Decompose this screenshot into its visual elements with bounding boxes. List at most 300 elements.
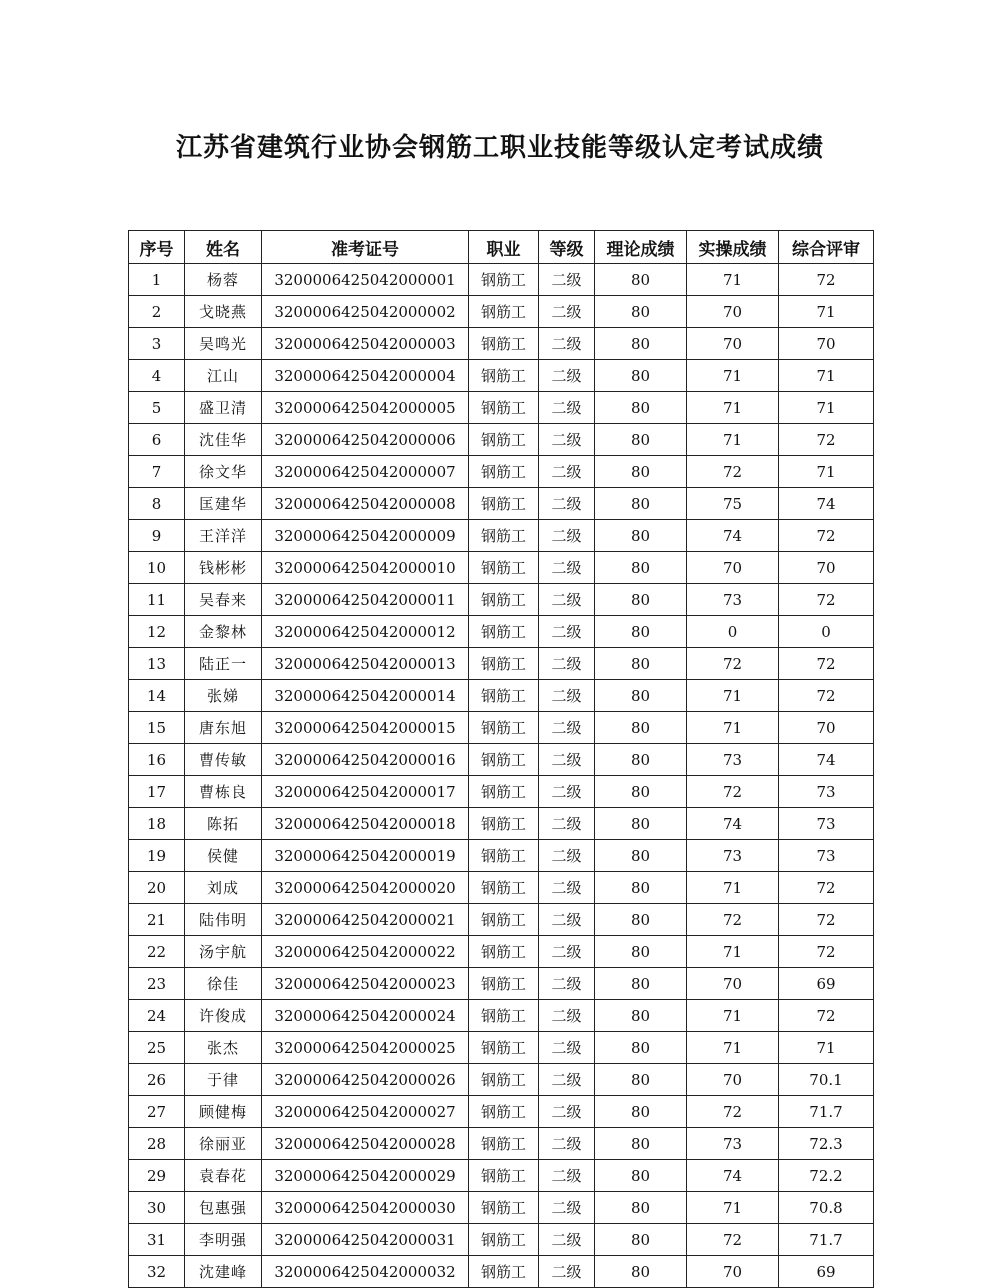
cell-practical-score: 71 [687, 680, 779, 712]
header-overall-score: 综合评审 [779, 231, 874, 264]
cell-occupation: 钢筋工 [469, 392, 539, 424]
table-row [129, 1192, 874, 1224]
cell-overall-score: 71.7 [779, 1224, 874, 1256]
cell-overall-score: 70 [779, 328, 874, 360]
cell-practical-score: 71 [687, 392, 779, 424]
cell-overall-score: 72 [779, 1000, 874, 1032]
cell-level: 二级 [539, 616, 595, 648]
page-title: 江苏省建筑行业协会钢筋工职业技能等级认定考试成绩 [175, 133, 824, 163]
cell-level: 二级 [539, 1192, 595, 1224]
cell-exam-id: 3200006425042000004 [262, 360, 469, 392]
cell-theory-score: 80 [595, 1064, 687, 1096]
table-body [129, 264, 874, 1288]
cell-exam-id: 3200006425042000019 [262, 840, 469, 872]
cell-seq: 15 [129, 712, 185, 744]
cell-practical-score: 74 [687, 808, 779, 840]
cell-level: 二级 [539, 712, 595, 744]
cell-seq: 17 [129, 776, 185, 808]
cell-overall-score: 74 [779, 488, 874, 520]
table-row [129, 456, 874, 488]
cell-theory-score: 80 [595, 840, 687, 872]
cell-name: 顾健梅 [185, 1096, 262, 1128]
cell-overall-score: 72 [779, 520, 874, 552]
cell-seq: 26 [129, 1064, 185, 1096]
cell-exam-id: 3200006425042000010 [262, 552, 469, 584]
cell-practical-score: 71 [687, 936, 779, 968]
cell-occupation: 钢筋工 [469, 264, 539, 296]
cell-level: 二级 [539, 1000, 595, 1032]
cell-exam-id: 3200006425042000005 [262, 392, 469, 424]
cell-seq: 19 [129, 840, 185, 872]
cell-exam-id: 3200006425042000021 [262, 904, 469, 936]
cell-occupation: 钢筋工 [469, 1160, 539, 1192]
table-row [129, 264, 874, 296]
cell-theory-score: 80 [595, 1128, 687, 1160]
cell-occupation: 钢筋工 [469, 1224, 539, 1256]
cell-practical-score: 71 [687, 360, 779, 392]
cell-seq: 14 [129, 680, 185, 712]
cell-overall-score: 71 [779, 296, 874, 328]
cell-overall-score: 71 [779, 1032, 874, 1064]
cell-exam-id: 3200006425042000007 [262, 456, 469, 488]
cell-level: 二级 [539, 744, 595, 776]
header-theory-score: 理论成绩 [595, 231, 687, 264]
cell-name: 吴鸣光 [185, 328, 262, 360]
table-row [129, 1032, 874, 1064]
table-row [129, 520, 874, 552]
cell-name: 于律 [185, 1064, 262, 1096]
cell-occupation: 钢筋工 [469, 808, 539, 840]
cell-theory-score: 80 [595, 1096, 687, 1128]
cell-occupation: 钢筋工 [469, 328, 539, 360]
cell-seq: 31 [129, 1224, 185, 1256]
cell-theory-score: 80 [595, 1000, 687, 1032]
table-row [129, 904, 874, 936]
table-row [129, 712, 874, 744]
cell-theory-score: 80 [595, 872, 687, 904]
cell-level: 二级 [539, 1032, 595, 1064]
cell-level: 二级 [539, 392, 595, 424]
cell-level: 二级 [539, 872, 595, 904]
cell-seq: 1 [129, 264, 185, 296]
cell-theory-score: 80 [595, 904, 687, 936]
cell-theory-score: 80 [595, 1224, 687, 1256]
cell-name: 刘成 [185, 872, 262, 904]
cell-seq: 16 [129, 744, 185, 776]
cell-level: 二级 [539, 328, 595, 360]
cell-theory-score: 80 [595, 744, 687, 776]
cell-exam-id: 3200006425042000002 [262, 296, 469, 328]
cell-overall-score: 70.8 [779, 1192, 874, 1224]
table-row [129, 1128, 874, 1160]
cell-name: 江山 [185, 360, 262, 392]
cell-theory-score: 80 [595, 936, 687, 968]
cell-occupation: 钢筋工 [469, 1192, 539, 1224]
cell-level: 二级 [539, 360, 595, 392]
cell-exam-id: 3200006425042000009 [262, 520, 469, 552]
cell-exam-id: 3200006425042000023 [262, 968, 469, 1000]
table-row [129, 776, 874, 808]
score-table [128, 230, 874, 1288]
table-row [129, 1096, 874, 1128]
cell-name: 袁春花 [185, 1160, 262, 1192]
cell-exam-id: 3200006425042000006 [262, 424, 469, 456]
cell-exam-id: 3200006425042000016 [262, 744, 469, 776]
cell-exam-id: 3200006425042000003 [262, 328, 469, 360]
cell-practical-score: 70 [687, 968, 779, 1000]
cell-exam-id: 3200006425042000017 [262, 776, 469, 808]
cell-practical-score: 73 [687, 1128, 779, 1160]
cell-level: 二级 [539, 968, 595, 1000]
header-level: 等级 [539, 231, 595, 264]
cell-occupation: 钢筋工 [469, 488, 539, 520]
cell-occupation: 钢筋工 [469, 648, 539, 680]
cell-name: 汤宇航 [185, 936, 262, 968]
cell-overall-score: 72.2 [779, 1160, 874, 1192]
cell-occupation: 钢筋工 [469, 1096, 539, 1128]
cell-theory-score: 80 [595, 264, 687, 296]
cell-exam-id: 3200006425042000011 [262, 584, 469, 616]
cell-level: 二级 [539, 488, 595, 520]
cell-exam-id: 3200006425042000001 [262, 264, 469, 296]
table-row [129, 680, 874, 712]
cell-overall-score: 71 [779, 456, 874, 488]
cell-occupation: 钢筋工 [469, 1128, 539, 1160]
cell-exam-id: 3200006425042000027 [262, 1096, 469, 1128]
cell-overall-score: 69 [779, 1256, 874, 1288]
cell-name: 盛卫清 [185, 392, 262, 424]
cell-practical-score: 72 [687, 1224, 779, 1256]
table-row [129, 808, 874, 840]
cell-theory-score: 80 [595, 584, 687, 616]
cell-exam-id: 3200006425042000024 [262, 1000, 469, 1032]
cell-theory-score: 80 [595, 488, 687, 520]
cell-theory-score: 80 [595, 1192, 687, 1224]
cell-level: 二级 [539, 520, 595, 552]
cell-name: 匡建华 [185, 488, 262, 520]
cell-seq: 20 [129, 872, 185, 904]
cell-seq: 5 [129, 392, 185, 424]
cell-practical-score: 73 [687, 744, 779, 776]
cell-practical-score: 70 [687, 328, 779, 360]
cell-occupation: 钢筋工 [469, 776, 539, 808]
cell-exam-id: 3200006425042000031 [262, 1224, 469, 1256]
cell-practical-score: 71 [687, 872, 779, 904]
cell-name: 沈建峰 [185, 1256, 262, 1288]
table-row [129, 1000, 874, 1032]
cell-occupation: 钢筋工 [469, 360, 539, 392]
cell-theory-score: 80 [595, 520, 687, 552]
cell-seq: 23 [129, 968, 185, 1000]
cell-name: 沈佳华 [185, 424, 262, 456]
cell-exam-id: 3200006425042000028 [262, 1128, 469, 1160]
cell-level: 二级 [539, 264, 595, 296]
header-seq: 序号 [129, 231, 185, 264]
cell-level: 二级 [539, 1256, 595, 1288]
cell-name: 许俊成 [185, 1000, 262, 1032]
cell-name: 王洋洋 [185, 520, 262, 552]
cell-name: 徐佳 [185, 968, 262, 1000]
header-exam-id: 准考证号 [262, 231, 469, 264]
cell-name: 徐文华 [185, 456, 262, 488]
cell-theory-score: 80 [595, 1256, 687, 1288]
cell-level: 二级 [539, 1128, 595, 1160]
cell-practical-score: 70 [687, 1256, 779, 1288]
cell-name: 曹栋良 [185, 776, 262, 808]
cell-overall-score: 70.1 [779, 1064, 874, 1096]
cell-overall-score: 72 [779, 936, 874, 968]
cell-overall-score: 0 [779, 616, 874, 648]
cell-seq: 29 [129, 1160, 185, 1192]
cell-overall-score: 69 [779, 968, 874, 1000]
cell-overall-score: 70 [779, 712, 874, 744]
cell-level: 二级 [539, 424, 595, 456]
cell-practical-score: 75 [687, 488, 779, 520]
cell-name: 侯健 [185, 840, 262, 872]
cell-overall-score: 72 [779, 264, 874, 296]
table-row [129, 360, 874, 392]
cell-level: 二级 [539, 840, 595, 872]
cell-theory-score: 80 [595, 328, 687, 360]
cell-level: 二级 [539, 1096, 595, 1128]
cell-theory-score: 80 [595, 712, 687, 744]
cell-occupation: 钢筋工 [469, 520, 539, 552]
cell-exam-id: 3200006425042000020 [262, 872, 469, 904]
cell-exam-id: 3200006425042000026 [262, 1064, 469, 1096]
table-row [129, 648, 874, 680]
cell-seq: 24 [129, 1000, 185, 1032]
cell-name: 杨蓉 [185, 264, 262, 296]
cell-overall-score: 71.7 [779, 1096, 874, 1128]
table-row [129, 968, 874, 1000]
cell-practical-score: 72 [687, 904, 779, 936]
cell-exam-id: 3200006425042000018 [262, 808, 469, 840]
cell-seq: 28 [129, 1128, 185, 1160]
table-row [129, 840, 874, 872]
cell-practical-score: 72 [687, 456, 779, 488]
cell-seq: 18 [129, 808, 185, 840]
cell-overall-score: 71 [779, 392, 874, 424]
cell-seq: 13 [129, 648, 185, 680]
cell-practical-score: 70 [687, 552, 779, 584]
header-occupation: 职业 [469, 231, 539, 264]
cell-practical-score: 71 [687, 1192, 779, 1224]
cell-occupation: 钢筋工 [469, 1032, 539, 1064]
cell-occupation: 钢筋工 [469, 872, 539, 904]
table-row [129, 584, 874, 616]
table-row [129, 488, 874, 520]
cell-level: 二级 [539, 1160, 595, 1192]
cell-overall-score: 72 [779, 904, 874, 936]
table-row [129, 616, 874, 648]
cell-overall-score: 73 [779, 808, 874, 840]
header-name: 姓名 [185, 231, 262, 264]
cell-seq: 32 [129, 1256, 185, 1288]
table-row [129, 1064, 874, 1096]
cell-occupation: 钢筋工 [469, 552, 539, 584]
table-row [129, 392, 874, 424]
cell-seq: 12 [129, 616, 185, 648]
table-row [129, 744, 874, 776]
cell-occupation: 钢筋工 [469, 744, 539, 776]
cell-theory-score: 80 [595, 680, 687, 712]
cell-name: 陈拓 [185, 808, 262, 840]
cell-name: 唐东旭 [185, 712, 262, 744]
cell-level: 二级 [539, 584, 595, 616]
cell-theory-score: 80 [595, 424, 687, 456]
cell-occupation: 钢筋工 [469, 680, 539, 712]
header-practical-score: 实操成绩 [687, 231, 779, 264]
cell-overall-score: 72 [779, 872, 874, 904]
cell-occupation: 钢筋工 [469, 904, 539, 936]
cell-practical-score: 71 [687, 1000, 779, 1032]
cell-name: 金黎林 [185, 616, 262, 648]
cell-seq: 9 [129, 520, 185, 552]
cell-overall-score: 73 [779, 776, 874, 808]
cell-practical-score: 72 [687, 648, 779, 680]
cell-name: 陆伟明 [185, 904, 262, 936]
cell-level: 二级 [539, 296, 595, 328]
cell-seq: 4 [129, 360, 185, 392]
cell-level: 二级 [539, 1224, 595, 1256]
cell-seq: 27 [129, 1096, 185, 1128]
cell-occupation: 钢筋工 [469, 1000, 539, 1032]
cell-theory-score: 80 [595, 360, 687, 392]
table-row [129, 552, 874, 584]
cell-level: 二级 [539, 936, 595, 968]
table-row [129, 328, 874, 360]
cell-practical-score: 71 [687, 712, 779, 744]
cell-level: 二级 [539, 776, 595, 808]
cell-level: 二级 [539, 1064, 595, 1096]
table-row [129, 1224, 874, 1256]
cell-level: 二级 [539, 808, 595, 840]
cell-level: 二级 [539, 552, 595, 584]
table-row [129, 1160, 874, 1192]
cell-exam-id: 3200006425042000014 [262, 680, 469, 712]
table-row [129, 936, 874, 968]
cell-overall-score: 72 [779, 680, 874, 712]
cell-practical-score: 70 [687, 1064, 779, 1096]
cell-occupation: 钢筋工 [469, 968, 539, 1000]
cell-exam-id: 3200006425042000032 [262, 1256, 469, 1288]
cell-occupation: 钢筋工 [469, 1256, 539, 1288]
cell-practical-score: 71 [687, 424, 779, 456]
cell-name: 张杰 [185, 1032, 262, 1064]
cell-occupation: 钢筋工 [469, 584, 539, 616]
cell-seq: 30 [129, 1192, 185, 1224]
cell-level: 二级 [539, 456, 595, 488]
cell-occupation: 钢筋工 [469, 424, 539, 456]
cell-overall-score: 72 [779, 648, 874, 680]
cell-exam-id: 3200006425042000015 [262, 712, 469, 744]
cell-name: 包惠强 [185, 1192, 262, 1224]
cell-practical-score: 70 [687, 296, 779, 328]
cell-exam-id: 3200006425042000029 [262, 1160, 469, 1192]
cell-name: 李明强 [185, 1224, 262, 1256]
cell-exam-id: 3200006425042000008 [262, 488, 469, 520]
cell-name: 戈晓燕 [185, 296, 262, 328]
table-row [129, 1256, 874, 1288]
cell-level: 二级 [539, 648, 595, 680]
cell-theory-score: 80 [595, 296, 687, 328]
cell-practical-score: 0 [687, 616, 779, 648]
cell-theory-score: 80 [595, 648, 687, 680]
table-header-row [129, 231, 874, 264]
cell-theory-score: 80 [595, 968, 687, 1000]
cell-theory-score: 80 [595, 552, 687, 584]
cell-seq: 22 [129, 936, 185, 968]
cell-level: 二级 [539, 680, 595, 712]
cell-occupation: 钢筋工 [469, 1064, 539, 1096]
cell-seq: 25 [129, 1032, 185, 1064]
cell-name: 张娣 [185, 680, 262, 712]
cell-practical-score: 72 [687, 776, 779, 808]
cell-theory-score: 80 [595, 808, 687, 840]
cell-name: 吴春来 [185, 584, 262, 616]
cell-name: 曹传敏 [185, 744, 262, 776]
cell-practical-score: 73 [687, 584, 779, 616]
cell-practical-score: 73 [687, 840, 779, 872]
cell-theory-score: 80 [595, 456, 687, 488]
cell-theory-score: 80 [595, 1032, 687, 1064]
cell-practical-score: 74 [687, 1160, 779, 1192]
table-row [129, 296, 874, 328]
cell-occupation: 钢筋工 [469, 712, 539, 744]
cell-overall-score: 73 [779, 840, 874, 872]
cell-occupation: 钢筋工 [469, 296, 539, 328]
cell-practical-score: 74 [687, 520, 779, 552]
cell-name: 徐丽亚 [185, 1128, 262, 1160]
cell-exam-id: 3200006425042000030 [262, 1192, 469, 1224]
cell-theory-score: 80 [595, 1160, 687, 1192]
cell-seq: 21 [129, 904, 185, 936]
cell-seq: 6 [129, 424, 185, 456]
cell-overall-score: 72 [779, 584, 874, 616]
cell-theory-score: 80 [595, 776, 687, 808]
cell-seq: 3 [129, 328, 185, 360]
cell-exam-id: 3200006425042000025 [262, 1032, 469, 1064]
cell-overall-score: 74 [779, 744, 874, 776]
cell-exam-id: 3200006425042000022 [262, 936, 469, 968]
cell-name: 钱彬彬 [185, 552, 262, 584]
cell-overall-score: 70 [779, 552, 874, 584]
cell-seq: 10 [129, 552, 185, 584]
cell-overall-score: 72 [779, 424, 874, 456]
cell-occupation: 钢筋工 [469, 840, 539, 872]
cell-occupation: 钢筋工 [469, 936, 539, 968]
cell-seq: 7 [129, 456, 185, 488]
cell-practical-score: 71 [687, 264, 779, 296]
cell-overall-score: 72.3 [779, 1128, 874, 1160]
cell-practical-score: 72 [687, 1096, 779, 1128]
cell-exam-id: 3200006425042000012 [262, 616, 469, 648]
cell-occupation: 钢筋工 [469, 616, 539, 648]
cell-occupation: 钢筋工 [469, 456, 539, 488]
cell-seq: 2 [129, 296, 185, 328]
table-row [129, 872, 874, 904]
cell-practical-score: 71 [687, 1032, 779, 1064]
table-row [129, 424, 874, 456]
cell-exam-id: 3200006425042000013 [262, 648, 469, 680]
cell-theory-score: 80 [595, 616, 687, 648]
cell-seq: 8 [129, 488, 185, 520]
cell-name: 陆正一 [185, 648, 262, 680]
cell-overall-score: 71 [779, 360, 874, 392]
cell-seq: 11 [129, 584, 185, 616]
cell-theory-score: 80 [595, 392, 687, 424]
cell-level: 二级 [539, 904, 595, 936]
